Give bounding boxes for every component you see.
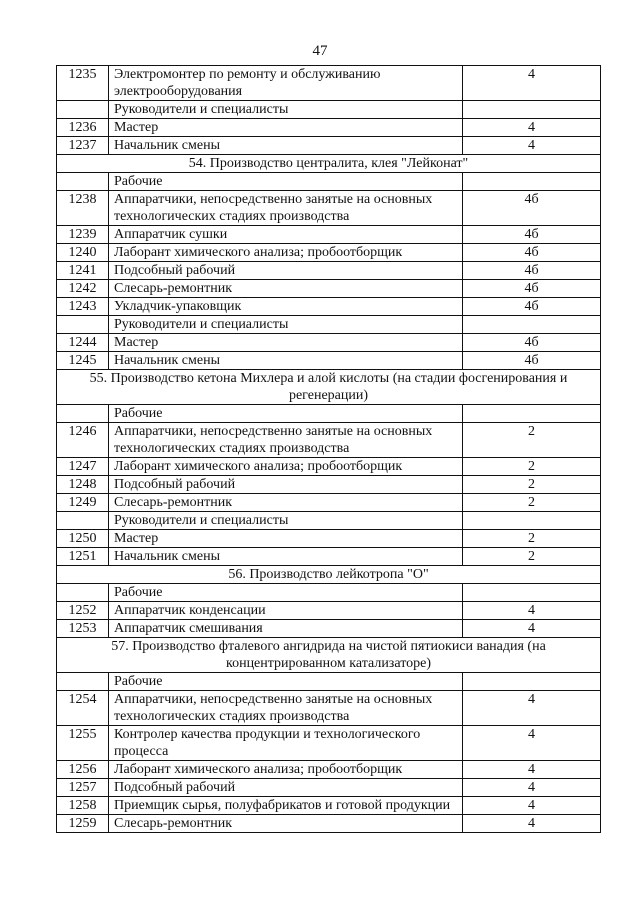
row-number: 1248	[57, 476, 109, 494]
section-title: 55. Производство кетона Михлера и алой кислоты (на стадии фосгенирования и регенерации)	[57, 370, 601, 405]
section-header-row	[57, 370, 601, 405]
row-number: 1235	[57, 66, 109, 101]
table-row	[57, 691, 601, 726]
table-row	[57, 191, 601, 226]
section-header-row	[57, 155, 601, 173]
list-value: 4б	[463, 334, 601, 352]
list-value: 4б	[463, 191, 601, 226]
row-number: 1257	[57, 779, 109, 797]
row-number: 1238	[57, 191, 109, 226]
table-row	[57, 352, 601, 370]
table-row	[57, 334, 601, 352]
list-value: 2	[463, 423, 601, 458]
table-row	[57, 262, 601, 280]
list-value: 4	[463, 726, 601, 761]
row-number: 1241	[57, 262, 109, 280]
group-header-row	[57, 173, 601, 191]
table-row	[57, 280, 601, 298]
section-header-row	[57, 566, 601, 584]
list-value: 2	[463, 548, 601, 566]
section-title: 57. Производство фталевого ангидрида на чистой пятиокиси ванадия (на концентрированном катализаторе)	[57, 638, 601, 673]
profession-name: Лаборант химического анализа; пробоотборщик	[109, 244, 463, 262]
table-row	[57, 66, 601, 101]
list-value: 4	[463, 761, 601, 779]
table-row	[57, 797, 601, 815]
row-number: 1246	[57, 423, 109, 458]
row-number: 1239	[57, 226, 109, 244]
empty-cell	[57, 101, 109, 119]
profession-name: Аппаратчик сушки	[109, 226, 463, 244]
list-value: 2	[463, 476, 601, 494]
list-value: 4б	[463, 226, 601, 244]
row-number: 1256	[57, 761, 109, 779]
section-title: 56. Производство лейкотропа "О"	[57, 566, 601, 584]
row-number: 1252	[57, 602, 109, 620]
empty-cell	[463, 584, 601, 602]
profession-name: Электромонтер по ремонту и обслуживанию электрооборудования	[109, 66, 463, 101]
group-header-row	[57, 405, 601, 423]
group-header-row	[57, 512, 601, 530]
profession-name: Контролер качества продукции и технологического процесса	[109, 726, 463, 761]
profession-name: Аппаратчики, непосредственно занятые на основных технологических стадиях производства	[109, 423, 463, 458]
group-title: Рабочие	[109, 673, 463, 691]
group-title: Рабочие	[109, 173, 463, 191]
empty-cell	[463, 316, 601, 334]
row-number: 1253	[57, 620, 109, 638]
profession-name: Лаборант химического анализа; пробоотборщик	[109, 458, 463, 476]
list-value: 2	[463, 530, 601, 548]
table-row	[57, 298, 601, 316]
table-row	[57, 761, 601, 779]
row-number: 1247	[57, 458, 109, 476]
profession-name: Лаборант химического анализа; пробоотборщик	[109, 761, 463, 779]
table-row	[57, 602, 601, 620]
table-body	[57, 66, 601, 833]
profession-name: Подсобный рабочий	[109, 476, 463, 494]
section-title: 54. Производство централита, клея "Лейконат"	[57, 155, 601, 173]
list-value: 4	[463, 797, 601, 815]
list-value: 4б	[463, 352, 601, 370]
table-row	[57, 226, 601, 244]
row-number: 1259	[57, 815, 109, 833]
table-row	[57, 779, 601, 797]
list-value: 4б	[463, 262, 601, 280]
profession-name: Мастер	[109, 119, 463, 137]
list-value: 2	[463, 494, 601, 512]
row-number: 1236	[57, 119, 109, 137]
table-row	[57, 726, 601, 761]
list-value: 4	[463, 119, 601, 137]
table-row	[57, 119, 601, 137]
page-number: 47	[312, 43, 328, 59]
row-number: 1255	[57, 726, 109, 761]
profession-name: Начальник смены	[109, 137, 463, 155]
row-number: 1245	[57, 352, 109, 370]
list-value: 4	[463, 137, 601, 155]
group-header-row	[57, 673, 601, 691]
empty-cell	[463, 173, 601, 191]
list-value: 4б	[463, 298, 601, 316]
empty-cell	[57, 173, 109, 191]
empty-cell	[463, 405, 601, 423]
empty-cell	[57, 512, 109, 530]
empty-cell	[57, 405, 109, 423]
profession-name: Слесарь-ремонтник	[109, 815, 463, 833]
table-row	[57, 476, 601, 494]
profession-name: Слесарь-ремонтник	[109, 494, 463, 512]
row-number: 1254	[57, 691, 109, 726]
empty-cell	[463, 673, 601, 691]
row-number: 1242	[57, 280, 109, 298]
row-number: 1258	[57, 797, 109, 815]
profession-name: Приемщик сырья, полуфабрикатов и готовой продукции	[109, 797, 463, 815]
table-row	[57, 620, 601, 638]
list-value: 2	[463, 458, 601, 476]
profession-name: Начальник смены	[109, 352, 463, 370]
group-header-row	[57, 101, 601, 119]
list-value: 4б	[463, 280, 601, 298]
row-number: 1251	[57, 548, 109, 566]
list-value: 4б	[463, 244, 601, 262]
table-row	[57, 244, 601, 262]
profession-name: Укладчик-упаковщик	[109, 298, 463, 316]
profession-name: Аппаратчики, непосредственно занятые на основных технологических стадиях производства	[109, 191, 463, 226]
profession-name: Подсобный рабочий	[109, 779, 463, 797]
empty-cell	[57, 584, 109, 602]
profession-name: Мастер	[109, 530, 463, 548]
table-row	[57, 548, 601, 566]
group-header-row	[57, 584, 601, 602]
group-title: Рабочие	[109, 584, 463, 602]
profession-name: Аппаратчик смешивания	[109, 620, 463, 638]
profession-name: Слесарь-ремонтник	[109, 280, 463, 298]
profession-table	[56, 65, 601, 833]
table-row	[57, 137, 601, 155]
profession-name: Аппаратчики, непосредственно занятые на основных технологических стадиях производства	[109, 691, 463, 726]
table-row	[57, 530, 601, 548]
row-number: 1249	[57, 494, 109, 512]
profession-name: Мастер	[109, 334, 463, 352]
empty-cell	[57, 316, 109, 334]
profession-name: Подсобный рабочий	[109, 262, 463, 280]
group-title: Руководители и специалисты	[109, 316, 463, 334]
group-title: Рабочие	[109, 405, 463, 423]
table-row	[57, 815, 601, 833]
profession-name: Аппаратчик конденсации	[109, 602, 463, 620]
list-value: 4	[463, 620, 601, 638]
group-title: Руководители и специалисты	[109, 101, 463, 119]
group-header-row	[57, 316, 601, 334]
table-row	[57, 423, 601, 458]
table-row	[57, 494, 601, 512]
list-value: 4	[463, 815, 601, 833]
list-value: 4	[463, 691, 601, 726]
profession-name: Начальник смены	[109, 548, 463, 566]
row-number: 1237	[57, 137, 109, 155]
empty-cell	[57, 673, 109, 691]
row-number: 1244	[57, 334, 109, 352]
row-number: 1250	[57, 530, 109, 548]
empty-cell	[463, 101, 601, 119]
list-value: 4	[463, 66, 601, 101]
row-number: 1240	[57, 244, 109, 262]
row-number: 1243	[57, 298, 109, 316]
section-header-row	[57, 638, 601, 673]
table-row	[57, 458, 601, 476]
group-title: Руководители и специалисты	[109, 512, 463, 530]
list-value: 4	[463, 779, 601, 797]
list-value: 4	[463, 602, 601, 620]
empty-cell	[463, 512, 601, 530]
